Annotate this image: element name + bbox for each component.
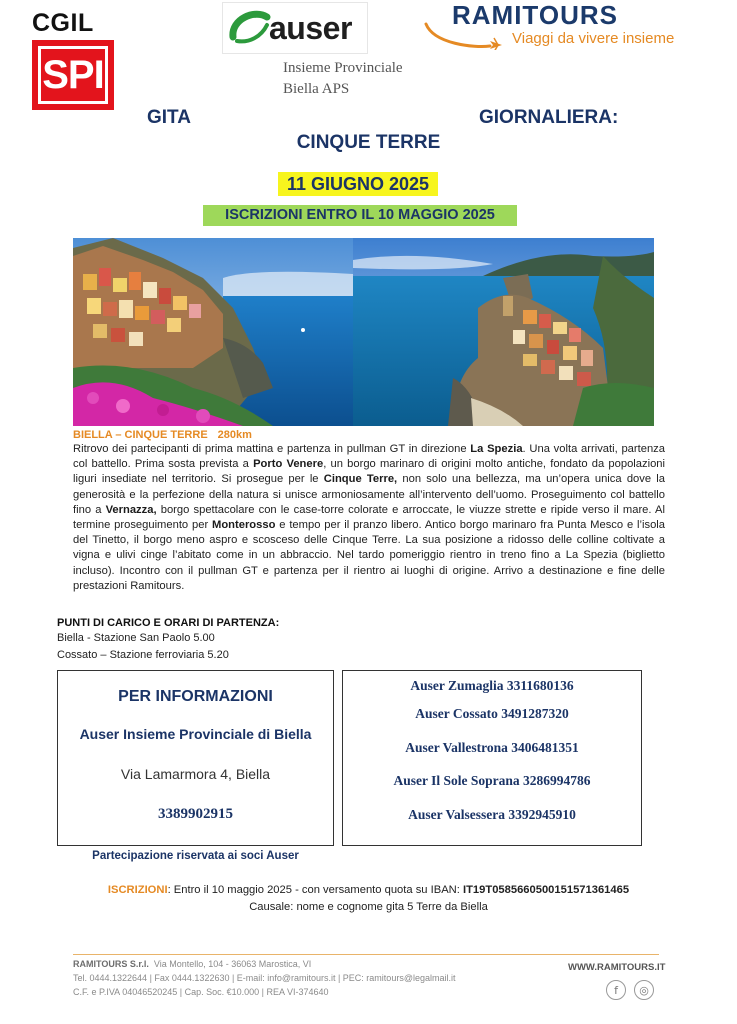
contact-zumaglia: Auser Zumaglia 3311680136 (410, 678, 574, 693)
auser-logo (222, 2, 368, 54)
cgil-logo-text: CGIL (32, 9, 94, 37)
footer-fiscal: C.F. e P.IVA 04046520245 | Cap. Soc. €10.000 | REA VI-374640 (73, 987, 329, 997)
route-distance: 280km (217, 429, 252, 441)
auser-subtitle-line-1: Insieme Provinciale (283, 60, 403, 76)
cgil-spi-logo (32, 10, 114, 110)
destination-title: CINQUE TERRE (296, 132, 441, 153)
description-text: Ritrovo dei partecipanti di prima mattina e partenza in pullman GT in direzione (73, 443, 471, 455)
footer-website-link[interactable]: WWW.RAMITOURS.IT (568, 962, 666, 973)
instagram-icon[interactable]: ◎ (634, 980, 654, 1000)
spi-logo-box (32, 40, 114, 110)
manarola-photo (73, 238, 353, 426)
iban-code: IT19T0585660500151571361465 (462, 884, 630, 896)
auser-swoosh-icon (227, 7, 273, 49)
registration-text: : Entro il 10 maggio 2025 - con versamento quota su IBAN: (167, 884, 463, 896)
info-phone: 3389902915 (158, 806, 233, 822)
trip-date: 11 GIUGNO 2025 (286, 174, 430, 194)
footer-address: Via Montello, 104 - 36063 Marostica, VI (153, 959, 312, 969)
contact-il-sole-soprana: Auser Il Sole Soprana 3286994786 (393, 773, 591, 788)
registration-info (0, 884, 737, 896)
description-highlight: Cinque Terre, (323, 473, 398, 486)
description-highlight: Monterosso (212, 519, 276, 532)
pickup-points-title: PUNTI DI CARICO E ORARI DI PARTENZA: (57, 617, 280, 629)
description-highlight: Porto Venere (253, 458, 324, 471)
contact-vallestrona: Auser Vallestrona 3406481351 (405, 740, 579, 755)
payment-reason: Causale: nome e cognome gita 5 Terre da Biella (249, 901, 488, 913)
footer-company (73, 959, 311, 969)
auser-logo-text: auser (269, 9, 352, 46)
registration-label: ISCRIZIONI (107, 884, 168, 896)
ramitours-logo (424, 0, 696, 56)
info-organization: Auser Insieme Provinciale di Biella (79, 726, 312, 742)
facebook-icon[interactable]: f (606, 980, 626, 1000)
description-text: non solo una bellezza, ma un’opera unica dove la generosità e la perfezione della natura si unisce armoniosamente all’intervento dell’uomo. Proseguimento col battello fino a (73, 473, 666, 516)
contact-cossato: Auser Cossato 3491287320 (415, 706, 569, 721)
ramitours-logo-text: RAMITOURS (452, 0, 618, 30)
trip-description (73, 442, 665, 594)
description-text: borgo spettacolare con le case-torre colorate e arroccate, le viuzze strette e ripide verso il mare. Al termine proseguimento per (73, 503, 665, 532)
footer-company-name: RAMITOURS S.r.l. (73, 959, 149, 969)
pickup-point-cossato: Cossato – Stazione ferroviaria 5.20 (57, 649, 229, 661)
footer-divider (73, 954, 659, 955)
registration-deadline: ISCRIZIONI ENTRO IL 10 MAGGIO 2025 (225, 207, 495, 223)
route-name: BIELLA – CINQUE TERRE (73, 429, 208, 441)
footer-contacts: Tel. 0444.1322644 | Fax 0444.1322630 | E-mail: info@ramitours.it | PEC: ramitours@legalmail.it (73, 973, 456, 983)
auser-subtitle-line-2: Biella APS (283, 81, 350, 97)
title-giornaliera: GIORNALIERA: (479, 107, 619, 128)
spi-logo-text: SPI (42, 52, 104, 97)
members-only-note: Partecipazione riservata ai soci Auser (92, 850, 299, 862)
info-address: Via Lamarmora 4, Biella (120, 766, 271, 782)
description-text: , un borgo marinaro di origini molto antiche, fondato da popolazioni liguri insediate nel territorio. Si prosegue per le (73, 458, 666, 486)
description-highlight: La Spezia (470, 443, 523, 455)
auser-subtitle (283, 58, 403, 100)
info-title: PER INFORMAZIONI (118, 688, 273, 705)
description-text: e tempo per il pranzo libero. Antico borgo marinaro fra Punta Mesco e l’isola del Tinetto, il borgo meno aspro e scosceso delle Cinque Terre. La sua posizione a ridosso delle colline coltivate a vigna e ulivi cinge l’abitato come in un abbraccio. Nel tardo pomeriggio rientro in treno fino a La Spezia (biglietto incluso). Incontro con il pullman GT e partenza per il rientro ai luoghi di origine. Arrivo a destinazione e fine delle prestazioni Ramitours. (73, 519, 666, 592)
description-text: . Una volta arrivati, partenza col battello. Prima sosta prevista a (73, 443, 665, 471)
ramitours-tagline: Viaggi da vivere insieme (512, 30, 675, 47)
route-label (73, 429, 252, 441)
contact-valsessera: Auser Valsessera 3392945910 (408, 807, 576, 822)
vernazza-photo (353, 238, 654, 426)
pickup-point-biella: Biella - Stazione San Paolo 5.00 (57, 632, 215, 644)
description-highlight: Vernazza, (105, 503, 157, 516)
title-gita: GITA (147, 107, 191, 128)
